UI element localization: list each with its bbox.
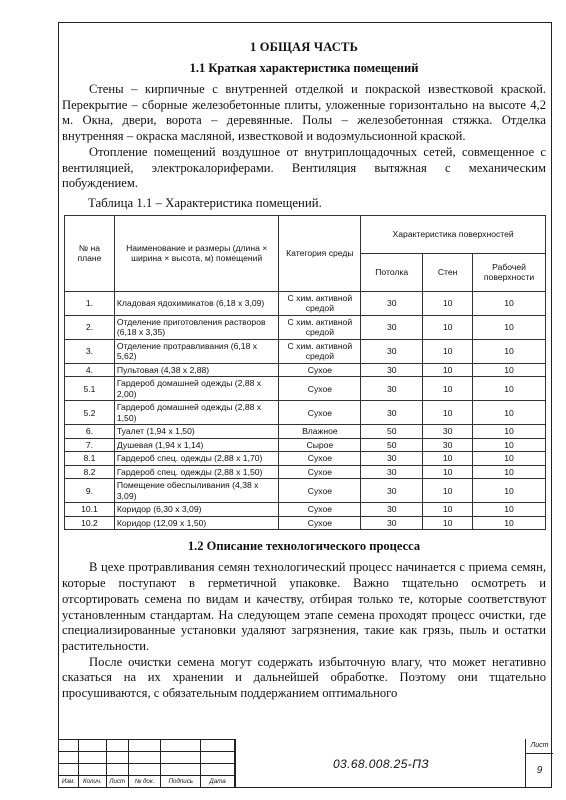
cell-ceiling: 30 (361, 377, 423, 401)
cell-num: 1. (65, 291, 115, 315)
table-row (65, 425, 546, 439)
cell-category: Сырое (279, 438, 361, 452)
stamp-label-change: Изм. (59, 776, 79, 788)
table-row (65, 363, 546, 377)
cell-walls: 10 (423, 401, 473, 425)
cell-name: Гардероб спец. одежды (2,88 х 1,50) (114, 465, 279, 479)
paragraph-heating: Отопление помещений воздушное от внутриплощадочных сетей, совмещенное с вентиляцией, электрокалориферами. Вентиляция вытяжная с механическим побуждением. (62, 144, 546, 191)
cell-work-surface: 10 (473, 425, 546, 439)
cell-ceiling: 30 (361, 479, 423, 503)
cell-category: Сухое (279, 516, 361, 530)
paragraph-walls: Стены – кирпичные с внутренней отделкой и покраской известковой краской. Перекрытие – сборные железобетонные плиты, уложенные горизонтально на высоте 4,2 м. Окна, двери, ворота – деревянные. Полы – железобетонная стяжка. Отделка внутренняя – окраска масляной, известковой и водоэмульсионной краской. (62, 82, 546, 144)
document-code: 03.68.008.25-ПЗ (235, 739, 526, 788)
cell-walls: 10 (423, 503, 473, 517)
cell-ceiling: 30 (361, 516, 423, 530)
cell-num: 10.1 (65, 503, 115, 517)
cell-ceiling: 30 (361, 452, 423, 466)
section-title: 1 ОБЩАЯ ЧАСТЬ (249, 40, 359, 54)
subsection-title-1: 1.1 Краткая характеристика помещений (189, 61, 419, 75)
table-caption: Таблица 1.1 – Характеристика помещений. (88, 195, 322, 210)
cell-work-surface: 10 (473, 465, 546, 479)
cell-ceiling: 30 (361, 339, 423, 363)
cell-name: Гардероб спец. одежды (2,88 х 1,70) (114, 452, 279, 466)
cell-walls: 10 (423, 377, 473, 401)
rooms-table (64, 215, 546, 531)
cell-work-surface: 10 (473, 503, 546, 517)
sheet-cell (525, 739, 553, 788)
cell-work-surface: 10 (473, 452, 546, 466)
stamp-label-signature: Подпись (161, 776, 201, 788)
table-row (65, 452, 546, 466)
subsection-title-2: 1.2 Описание технологического процесса (187, 539, 421, 554)
cell-work-surface: 10 (473, 315, 546, 339)
cell-name: Отделение приготовления растворов (6,18 х 3,35) (114, 315, 279, 339)
cell-walls: 10 (423, 465, 473, 479)
cell-work-surface: 10 (473, 291, 546, 315)
table-row (65, 291, 546, 315)
cell-name: Туалет (1,94 х 1,50) (114, 425, 279, 439)
cell-category: Сухое (279, 377, 361, 401)
cell-category: С хим. активной средой (279, 339, 361, 363)
cell-num: 3. (65, 339, 115, 363)
stamp-label-doc-number: № док. (128, 776, 161, 788)
cell-walls: 10 (423, 516, 473, 530)
cell-name: Пультовая (4,38 х 2,88) (114, 363, 279, 377)
cell-name: Коридор (6,30 х 3,09) (114, 503, 279, 517)
cell-category: Сухое (279, 401, 361, 425)
cell-num: 7. (65, 438, 115, 452)
table-row (65, 503, 546, 517)
stamp-label-date: Дата (201, 776, 235, 788)
cell-ceiling: 30 (361, 401, 423, 425)
cell-walls: 10 (423, 291, 473, 315)
title-block (58, 739, 552, 788)
cell-work-surface: 10 (473, 339, 546, 363)
cell-name: Гардероб домашней одежды (2,88 х 2,00) (114, 377, 279, 401)
cell-ceiling: 30 (361, 315, 423, 339)
paragraph-process: В цехе протравливания семян технологический процесс начинается с приема семян, которые поступают в герметичной упаковке. Важно тщательно осмотреть и отсортировать семена по видам и качеству, отбирая только те, которые соответствуют установленным стандартам. На следующем этапе семена проходят процесс очистки, где специализированные установки удаляют загрязнения, такие как грязь, пыль и остатки растительности. (62, 560, 546, 653)
cell-walls: 10 (423, 315, 473, 339)
cell-num: 8.2 (65, 465, 115, 479)
cell-walls: 10 (423, 339, 473, 363)
header-num: № на плане (65, 215, 115, 291)
paragraph-drying: После очистки семена могут содержать избыточную влагу, что может негативно сказаться на их хранении и дальнейшей обработке. Поэтому они тщательно просушиваются, с обязательным поддержанием оптимального (62, 654, 546, 701)
cell-work-surface: 10 (473, 377, 546, 401)
cell-ceiling: 50 (361, 425, 423, 439)
table-row (65, 339, 546, 363)
cell-ceiling: 30 (361, 291, 423, 315)
table-row (65, 465, 546, 479)
table-body (65, 291, 546, 530)
cell-ceiling: 30 (361, 465, 423, 479)
cell-category: С хим. активной средой (279, 315, 361, 339)
cell-walls: 30 (423, 425, 473, 439)
cell-name: Коридор (12,09 х 1,50) (114, 516, 279, 530)
cell-work-surface: 10 (473, 438, 546, 452)
table-row (65, 479, 546, 503)
cell-ceiling: 30 (361, 503, 423, 517)
header-category: Категория среды (279, 215, 361, 291)
cell-walls: 10 (423, 479, 473, 503)
cell-num: 2. (65, 315, 115, 339)
cell-work-surface: 10 (473, 401, 546, 425)
table-row (65, 315, 546, 339)
cell-category: Сухое (279, 452, 361, 466)
cell-num: 8.1 (65, 452, 115, 466)
stamp-label-sheet: Лист (106, 776, 128, 788)
header-surfaces: Характеристика поверхностей (361, 215, 546, 253)
table-row (65, 377, 546, 401)
cell-ceiling: 50 (361, 438, 423, 452)
sheet-number: 9 (536, 765, 543, 776)
cell-category: Сухое (279, 363, 361, 377)
cell-walls: 10 (423, 363, 473, 377)
cell-category: С хим. активной средой (279, 291, 361, 315)
cell-walls: 10 (423, 452, 473, 466)
cell-work-surface: 10 (473, 516, 546, 530)
cell-category: Сухое (279, 503, 361, 517)
cell-num: 10.2 (65, 516, 115, 530)
cell-name: Отделение протравливания (6,18 х 5,62) (114, 339, 279, 363)
header-name: Наименование и размеры (длина × ширина × высота, м) помещений (114, 215, 279, 291)
table-row (65, 516, 546, 530)
header-walls: Стен (423, 253, 473, 291)
cell-num: 5.2 (65, 401, 115, 425)
stamp-label-count: Колич. (78, 776, 106, 788)
cell-name: Помещение обеспыливания (4,38 х 3,09) (114, 479, 279, 503)
cell-name: Душевая (1,94 х 1,14) (114, 438, 279, 452)
cell-name: Кладовая ядохимикатов (6,18 х 3,09) (114, 291, 279, 315)
revision-grid (58, 739, 235, 788)
cell-ceiling: 30 (361, 363, 423, 377)
header-ceiling: Потолка (361, 253, 423, 291)
cell-num: 9. (65, 479, 115, 503)
cell-num: 5.1 (65, 377, 115, 401)
cell-category: Сухое (279, 465, 361, 479)
cell-walls: 30 (423, 438, 473, 452)
cell-category: Сухое (279, 479, 361, 503)
cell-num: 4. (65, 363, 115, 377)
table-row (65, 438, 546, 452)
table-row (65, 401, 546, 425)
cell-num: 6. (65, 425, 115, 439)
cell-work-surface: 10 (473, 363, 546, 377)
sheet-label: Лист (526, 739, 553, 754)
cell-work-surface: 10 (473, 479, 546, 503)
header-work-surface: Рабочей поверхности (473, 253, 546, 291)
document-body (62, 40, 546, 702)
cell-name: Гардероб домашней одежды (2,88 х 1,50) (114, 401, 279, 425)
cell-category: Влажное (279, 425, 361, 439)
